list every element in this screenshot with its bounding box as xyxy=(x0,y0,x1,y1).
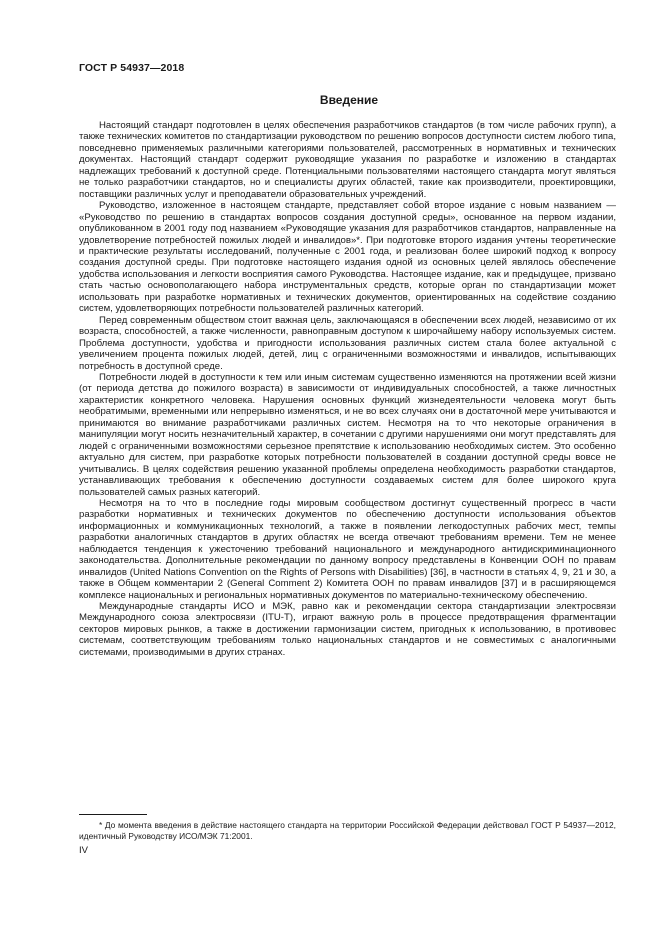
paragraph: Международные стандарты ИСО и МЭК, равно как и рекомендации сектора стандартизации электросвязи Международного союза электросвязи (ITU-T), играют важную роль в процессе предотвращения фрагментации секторов мировых рынков, а также в достижении гармонизации систем, пригодных к использованию, в противовес системам, соответствующим требованиям только национальных стандартов и не совместимых с аналогичными системами, производимыми в других странах. xyxy=(79,601,616,658)
standard-header: ГОСТ Р 54937—2018 xyxy=(79,62,185,74)
footnote: * До момента введения в действие настоящего стандарта на территории Российской Федерации действовал ГОСТ Р 54937—2012, идентичный Руководству ИСО/МЭК 71:2001. xyxy=(79,820,616,841)
footnote-divider xyxy=(79,814,147,815)
paragraph: Потребности людей в доступности к тем или иным системам существенно изменяются на протяжении всей жизни (от периода детства до пожилого возраста) в зависимости от индивидуальных способностей, а также личностных характеристик конкретного человека. Нарушения основных функций жизнедеятельности человека могут быть необратимыми, временными или непрерывно изменяться, и не во всех случаях они в достаточной мере учитываются и принимаются во внимание разработчиками различных систем. Несмотря на то что некоторые ограничения в манипуляции могут носить незначительный характер, в сочетании с другими нарушениями они могут представлять для людей с ограниченными возможностями серьезное препятствие к использованию необходимых систем. Это особенно актуально для систем, при разработке которых потребности пользователей в создании доступной среды вовсе не учитывались. В целях содействия решению указанной проблемы определена необходимость разработки стандартов, устанавливающих требования к обеспечению доступности создаваемых систем для более широкого круга пользователей самых разных категорий. xyxy=(79,371,616,498)
section-title: Введение xyxy=(319,93,379,107)
page-number: IV xyxy=(79,845,88,856)
paragraph: Перед современным обществом стоит важная цель, заключающаяся в обеспечении всех людей, независимо от их возраста, способностей, а также численности, равноправным доступом к широчайшему набору используемых систем. Проблема доступности, удобства и пригодности использования различных систем стала более актуальной с увеличением процента пожилых людей, детей, лиц с ограниченными возможностями и инвалидов, испытывающих потребность в доступной среде. xyxy=(79,314,616,372)
paragraph: Руководство, изложенное в настоящем стандарте, представляет собой второе издание с новым названием — «Руководство по решению в стандартах вопросов создания доступной среды», основанное на первом издании, опубликованном в 2001 году под названием «Руководящие указания для разработчиков стандартов, направленные на удовлетворение потребностей пожилых людей и инвалидов»*. При подготовке второго издания учтены теоретические и практические результаты исследований, полученные с 2001 года, и реализован более широкий подход к вопросу создания доступной среды. При подготовке настоящего издания одной из основных целей являлось обеспечение удобства использования и легкости восприятия самого Руководства. Настоящее издание, как и предыдущее, призвано стать частью основополагающего набора инструментальных средств, которые орган по стандартизации может использовать при разработке нормативных и технических документов, ориентированных на содействие созданию систем, удовлетворяющих потребности пользователей различных категорий. xyxy=(79,200,616,315)
paragraph: Несмотря на то что в последние годы мировым сообществом достигнут существенный прогресс в части разработки нормативных и технических документов по обеспечению доступности использования объектов информационных и коммуникационных технологий, а также в появлении легкодоступных рабочих мест, темпы разработки аналогичных стандартов в других областях не всегда отвечают требованиям времени. Тем не менее наблюдается тенденция к ужесточению требований национального и международного антидискриминационного законодательства. Дополнительные рекомендации по данному вопросу представлены в Конвенции ООН по правам инвалидов (United Nations Convention on the Rights of Persons with Disabilities) [36], в частности в статьях 4, 9, 21 и 30, а также в Общем комментарии 2 (General Comment 2) Комитета ООН по правам инвалидов [37] и в расширяющемся комплексе национальных и региональных нормативных документов по материально-техническому обеспечению. xyxy=(79,497,616,601)
paragraph: Настоящий стандарт подготовлен в целях обеспечения разработчиков стандартов (в том числе рабочих групп), а также технических комитетов по стандартизации руководством по решению вопросов доступности систем любого типа, повседневно применяемых различными категориями пользователей, рассмотренных в нормативных и технических документах. Настоящий стандарт содержит руководящие указания по разработке и изложению в стандартах надлежащих требований к доступной среде. Потенциальными пользователями настоящего стандарта могут являться не только разработчики стандартов, но и специалисты других областей, такие как производители, проектировщики, поставщики различных услуг и преподаватели образовательных учреждений. xyxy=(79,120,616,200)
body-text xyxy=(79,120,616,658)
